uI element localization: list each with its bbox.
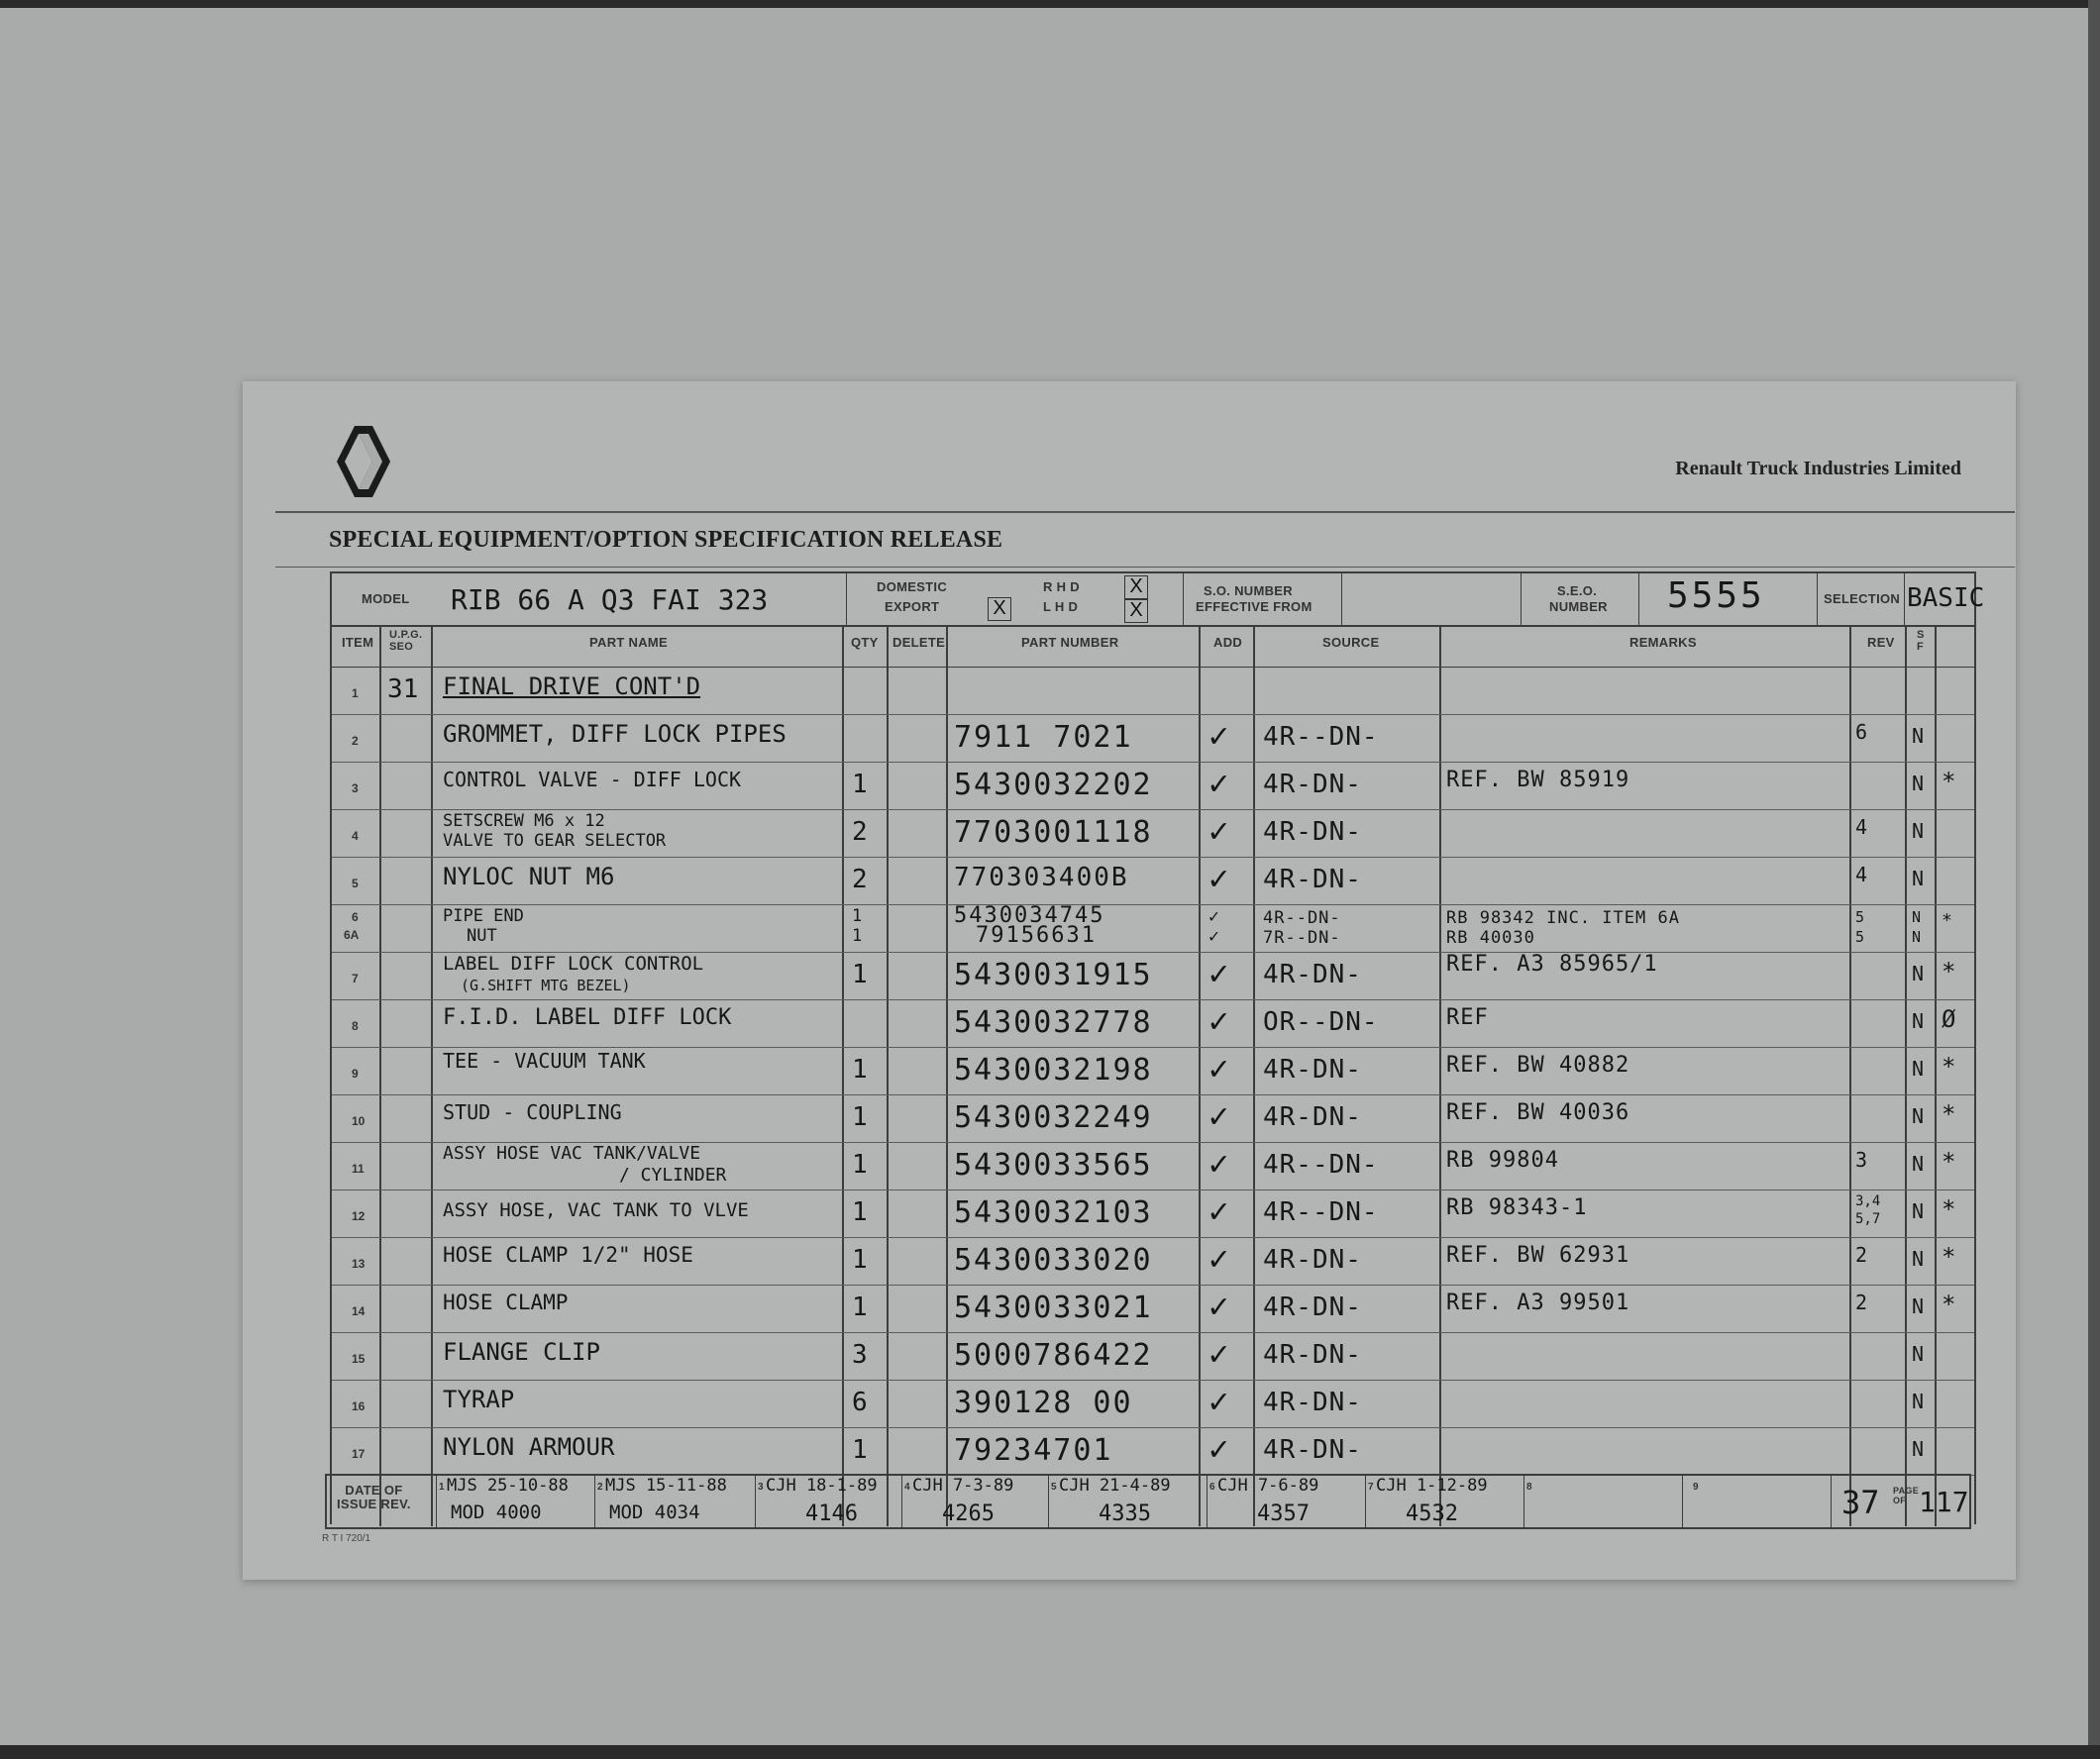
- remarks: RB 98343-1: [1446, 1195, 1588, 1220]
- seo-label-cell: [1521, 573, 1639, 625]
- revision-number: 9: [1693, 1482, 1699, 1493]
- part-name: CONTROL VALVE - DIFF LOCK: [443, 768, 742, 791]
- page-number: 37: [1841, 1484, 1880, 1521]
- upg-seo-value: 31: [387, 674, 419, 704]
- change-mark: *: [1942, 1243, 1956, 1271]
- sf-flag: N: [1912, 1247, 1925, 1271]
- change-mark: *: [1942, 1291, 1956, 1318]
- seo-label: S.E.O.: [1557, 583, 1598, 598]
- source: 4R-DN-: [1263, 1340, 1362, 1370]
- seo-number-value: 5555: [1667, 575, 1765, 616]
- part-name: NYLOC NUT M6: [443, 863, 615, 890]
- sf-flag: N: [1912, 962, 1925, 985]
- revision-number: 2: [597, 1482, 603, 1493]
- part-number: 5430033021: [954, 1291, 1153, 1325]
- add-check: ✓: [1208, 954, 1229, 993]
- sf-flag: N: [1912, 772, 1925, 795]
- item-number: 1: [352, 686, 359, 700]
- col-rev: REV: [1867, 635, 1895, 650]
- part-number: 5430033565: [954, 1148, 1153, 1183]
- part-number: 390128 00: [954, 1386, 1133, 1420]
- source: 4R--DN-: [1263, 1197, 1379, 1227]
- source: 4R-DN-: [1263, 817, 1362, 847]
- sf-flag: N: [1912, 1199, 1925, 1223]
- revision-entry: [436, 1476, 595, 1527]
- source: OR--DN-: [1263, 1007, 1379, 1037]
- item-number: 5: [352, 877, 359, 890]
- add-check-2: ✓: [1208, 926, 1219, 947]
- revision-entry: [901, 1476, 1049, 1527]
- col-source: SOURCE: [1322, 635, 1380, 650]
- remarks: RB 98342 INC. ITEM 6A: [1446, 908, 1680, 928]
- scan-edge: [2088, 0, 2100, 1759]
- source: 4R-DN-: [1263, 1245, 1362, 1275]
- part-name: TEE - VACUUM TANK: [443, 1049, 646, 1073]
- divider: [275, 511, 2015, 513]
- item-number-2: 6A: [344, 928, 360, 942]
- revision-number: 7: [1368, 1482, 1374, 1493]
- model-cell: [332, 573, 847, 625]
- item-number: 14: [352, 1304, 366, 1318]
- selection-value: BASIC: [1907, 583, 1985, 613]
- selection-label: SELECTION: [1824, 591, 1901, 606]
- add-check: ✓: [1208, 1334, 1229, 1374]
- part-name: PIPE END: [443, 906, 524, 926]
- export-checkbox: X: [988, 597, 1011, 621]
- specification-form: [330, 571, 1985, 1524]
- seo-number-label: NUMBER: [1549, 599, 1608, 614]
- add-check: ✓: [1208, 1287, 1229, 1326]
- revision-mod: 4532: [1406, 1501, 1458, 1526]
- table-row: [332, 1427, 1974, 1476]
- col-delete: DELETE: [892, 635, 946, 650]
- remarks-2: RB 40030: [1446, 928, 1535, 948]
- revision-number: 5: [1051, 1482, 1057, 1493]
- part-number: 5430032198: [954, 1053, 1153, 1087]
- revision-number: 1: [439, 1482, 445, 1493]
- column-headers: [332, 625, 1974, 668]
- part-name: F.I.D. LABEL DIFF LOCK: [443, 1005, 732, 1030]
- revision-mod: 4357: [1257, 1501, 1310, 1526]
- part-name: HOSE CLAMP 1/2" HOSE: [443, 1243, 693, 1267]
- qty: 1: [852, 1102, 868, 1132]
- remarks: RB 99804: [1446, 1148, 1559, 1173]
- part-name: HOSE CLAMP: [443, 1291, 569, 1314]
- revision-mod: 4335: [1099, 1501, 1151, 1526]
- source: 4R--DN-: [1263, 1150, 1379, 1180]
- source: 4R--DN-: [1263, 908, 1341, 928]
- part-name-line-2: / CYLINDER: [619, 1165, 727, 1186]
- qty: 1: [852, 1055, 868, 1085]
- qty: 1: [852, 1197, 868, 1227]
- rev-2: 5: [1855, 928, 1865, 946]
- rev: 4: [1855, 815, 1868, 839]
- part-name: NYLON ARMOUR: [443, 1433, 615, 1461]
- part-name: SETSCREW M6 x 12: [443, 811, 605, 831]
- qty: 6: [852, 1388, 868, 1417]
- item-number: 8: [352, 1019, 359, 1033]
- remarks: REF. BW 62931: [1446, 1243, 1630, 1268]
- table-row: [332, 762, 1974, 810]
- revision-entry: [1048, 1476, 1208, 1527]
- revision-entry: [755, 1476, 902, 1527]
- part-number: 79234701: [954, 1433, 1113, 1468]
- revision-initials-date: CJH 7-3-89: [912, 1476, 1014, 1496]
- revision-mod: 4265: [942, 1501, 995, 1526]
- part-name: GROMMET, DIFF LOCK PIPES: [443, 720, 787, 748]
- part-name: TYRAP: [443, 1386, 515, 1413]
- table-row: [332, 999, 1974, 1048]
- revision-entry: [1207, 1476, 1366, 1527]
- sf-flag: N: [1912, 724, 1925, 748]
- selection-label-cell: [1818, 573, 1905, 625]
- source: 4R-DN-: [1263, 770, 1362, 799]
- table-row: [332, 1190, 1974, 1238]
- part-name-line-2: VALVE TO GEAR SELECTOR: [443, 831, 667, 851]
- export-label: EXPORT: [885, 599, 940, 614]
- domestic-label: DOMESTIC: [877, 579, 948, 594]
- qty: 1: [852, 1435, 868, 1465]
- part-number: 7703001118: [954, 815, 1153, 850]
- revision-mod: MOD 4034: [609, 1501, 700, 1523]
- qty: 2: [852, 865, 868, 894]
- page-counter: [1831, 1476, 1970, 1527]
- form-number: R T I 720/1: [322, 1533, 371, 1544]
- sf-flag: N: [1912, 1437, 1925, 1461]
- part-number: 5430032202: [954, 768, 1153, 802]
- item-number: 7: [352, 972, 359, 985]
- market-cell: [847, 573, 1184, 625]
- col-remarks: REMARKS: [1629, 635, 1697, 650]
- item-number: 13: [352, 1257, 366, 1271]
- item-number: 9: [352, 1067, 359, 1081]
- qty: 1: [852, 1245, 868, 1275]
- rev: 6: [1855, 720, 1868, 744]
- add-check: ✓: [1208, 1429, 1229, 1469]
- part-number: 5000786422: [954, 1338, 1153, 1373]
- item-number: 17: [352, 1447, 366, 1461]
- add-check: ✓: [1208, 1096, 1229, 1136]
- remarks: REF. BW 40036: [1446, 1100, 1630, 1125]
- revision-mod: MOD 4000: [451, 1501, 542, 1523]
- table-row: [332, 1332, 1974, 1381]
- source: 4R-DN-: [1263, 960, 1362, 989]
- add-check: ✓: [1208, 1049, 1229, 1088]
- revision-entry: [1682, 1476, 1832, 1527]
- add-check: ✓: [1208, 1001, 1229, 1041]
- change-mark: *: [1942, 1053, 1956, 1081]
- sf-flag: N: [1912, 1057, 1925, 1081]
- qty: 1: [852, 906, 863, 926]
- date-of-label: DATE OF: [345, 1483, 403, 1498]
- table-row: [332, 1237, 1974, 1286]
- part-number: 5430034745: [954, 903, 1105, 928]
- item-number: 6: [352, 910, 359, 924]
- remarks: REF. A3 99501: [1446, 1291, 1630, 1315]
- scan-edge: [0, 1745, 2100, 1759]
- add-check: ✓: [1208, 764, 1229, 803]
- renault-logo-icon: [333, 424, 392, 499]
- table-row: [332, 857, 1974, 905]
- table-row: [332, 714, 1974, 763]
- company-name: Renault Truck Industries Limited: [1675, 458, 1961, 479]
- part-number: 5430031915: [954, 958, 1153, 992]
- change-mark: *: [1942, 1148, 1956, 1176]
- rev: 3,4: [1855, 1193, 1881, 1209]
- rev: 5: [1855, 908, 1865, 926]
- revision-initials-date: MJS 25-10-88: [447, 1476, 569, 1496]
- remarks: REF. BW 85919: [1446, 768, 1630, 792]
- part-name-line-2: NUT: [467, 926, 497, 946]
- sf-flag-2: N: [1912, 928, 1922, 946]
- qty: 1: [852, 770, 868, 799]
- revision-initials-date: MJS 15-11-88: [605, 1476, 727, 1496]
- table-row: [332, 1142, 1974, 1190]
- add-check: ✓: [1208, 1191, 1229, 1231]
- part-number: 5430032103: [954, 1195, 1153, 1230]
- change-mark: *: [1942, 958, 1956, 985]
- add-check: ✓: [1208, 859, 1229, 898]
- sf-flag: N: [1912, 1390, 1925, 1413]
- revision-mod: 4146: [805, 1501, 858, 1526]
- sf-flag: N: [1912, 867, 1925, 890]
- rev: 3: [1855, 1148, 1868, 1172]
- so-number-label: S.O. NUMBER: [1204, 583, 1293, 598]
- revision-initials-date: CJH 7-6-89: [1217, 1476, 1319, 1496]
- page-total: 117: [1919, 1486, 1969, 1518]
- sf-flag: N: [1912, 1009, 1925, 1033]
- divider: [275, 567, 2015, 568]
- seo-number-cell: [1639, 573, 1818, 625]
- part-number-2: 79156631: [976, 923, 1097, 948]
- part-name: FLANGE CLIP: [443, 1338, 600, 1366]
- source: 4R-DN-: [1263, 1388, 1362, 1417]
- source: 4R-DN-: [1263, 1435, 1362, 1465]
- sf-flag: N: [1912, 819, 1925, 843]
- item-number: 15: [352, 1352, 366, 1366]
- source: 4R--DN-: [1263, 722, 1379, 752]
- col-upg-seo: U.P.G. SEO: [389, 629, 423, 653]
- source: 4R-DN-: [1263, 1055, 1362, 1085]
- item-number: 4: [352, 829, 359, 843]
- part-number: 5430033020: [954, 1243, 1153, 1278]
- qty: 1: [852, 1150, 868, 1180]
- revision-initials-date: CJH 1-12-89: [1376, 1476, 1488, 1496]
- revision-number: 6: [1209, 1482, 1215, 1493]
- rev: 4: [1855, 863, 1868, 886]
- item-number: 3: [352, 781, 359, 795]
- part-number: 5430032778: [954, 1005, 1153, 1040]
- item-number: 2: [352, 734, 359, 748]
- change-mark: *: [1942, 1195, 1956, 1223]
- form-header-row: [332, 573, 1985, 627]
- table-row: [332, 1380, 1974, 1428]
- rev: 2: [1855, 1291, 1868, 1314]
- source: 4R-DN-: [1263, 865, 1362, 894]
- add-check: ✓: [1208, 1239, 1229, 1279]
- so-number-cell: [1184, 573, 1342, 625]
- table-row: [332, 1094, 1974, 1143]
- part-number: 770303400B: [954, 863, 1129, 892]
- model-value: RIB 66 A Q3 FAI 323: [451, 583, 769, 616]
- remarks: REF. A3 85965/1: [1446, 952, 1658, 977]
- change-mark: Ø: [1942, 1005, 1956, 1033]
- part-name: ASSY HOSE, VAC TANK TO VLVE: [443, 1199, 749, 1221]
- effective-from-label: EFFECTIVE FROM: [1196, 599, 1312, 614]
- add-check: ✓: [1208, 1144, 1229, 1184]
- rhd-label: R H D: [1043, 579, 1080, 594]
- sf-flag: N: [1912, 908, 1922, 926]
- revision-number: 4: [904, 1482, 910, 1493]
- table-row: [332, 952, 1974, 1000]
- blank-cell: [1342, 573, 1521, 625]
- document-title: SPECIAL EQUIPMENT/OPTION SPECIFICATION RELEASE: [329, 527, 1003, 553]
- col-part-name: PART NAME: [589, 635, 669, 650]
- table-row: [332, 1047, 1974, 1095]
- remarks: REF. BW 40882: [1446, 1053, 1630, 1078]
- table-row: [332, 667, 1974, 715]
- part-name-line-2: (G.SHIFT MTG BEZEL): [461, 977, 631, 994]
- model-label: MODEL: [362, 591, 410, 606]
- sf-flag: N: [1912, 1294, 1925, 1318]
- part-name: FINAL DRIVE CONT'D: [443, 673, 701, 700]
- revision-initials-date: CJH 21-4-89: [1059, 1476, 1171, 1496]
- col-item: ITEM: [342, 635, 374, 650]
- item-number: 11: [352, 1162, 365, 1176]
- sf-flag: N: [1912, 1104, 1925, 1128]
- change-mark: *: [1942, 910, 1952, 931]
- add-check: ✓: [1208, 811, 1229, 851]
- add-check: ✓: [1208, 1382, 1229, 1421]
- table-row: [332, 904, 1974, 953]
- item-number: 16: [352, 1399, 366, 1413]
- qty: 2: [852, 817, 868, 847]
- table-row: [332, 1285, 1974, 1333]
- qty: 1: [852, 960, 868, 989]
- revision-initials-date: CJH 18-1-89: [766, 1476, 878, 1496]
- rhd-checkbox: X: [1124, 575, 1148, 599]
- revision-entry: [1365, 1476, 1524, 1527]
- issue-rev-label: ISSUE REV.: [337, 1497, 411, 1511]
- col-add: ADD: [1213, 635, 1243, 650]
- page-of-label: PAGE OF: [1893, 1486, 1920, 1505]
- change-mark: *: [1942, 768, 1956, 795]
- rev: 2: [1855, 1243, 1868, 1267]
- qty: 1: [852, 1293, 868, 1322]
- scan-edge: [0, 0, 2100, 8]
- item-number: 12: [352, 1209, 366, 1223]
- add-check: ✓: [1208, 716, 1229, 756]
- part-name: STUD - COUPLING: [443, 1100, 622, 1124]
- selection-value-cell: [1905, 573, 1985, 625]
- issue-revision-strip: [325, 1474, 1971, 1529]
- part-name: ASSY HOSE VAC TANK/VALVE: [443, 1143, 701, 1164]
- rev-2: 5,7: [1855, 1211, 1881, 1227]
- col-part-number: PART NUMBER: [1021, 635, 1119, 650]
- revision-entry: [594, 1476, 756, 1527]
- source-2: 7R--DN-: [1263, 928, 1341, 948]
- item-number: 10: [352, 1114, 366, 1128]
- change-mark: *: [1942, 1100, 1956, 1128]
- part-number: 7911 7021: [954, 720, 1133, 755]
- lhd-checkbox: X: [1124, 599, 1148, 623]
- revision-entry: [1523, 1476, 1683, 1527]
- remarks: REF: [1446, 1005, 1489, 1030]
- source: 4R-DN-: [1263, 1293, 1362, 1322]
- revision-number: 8: [1526, 1482, 1532, 1493]
- part-number: 5430032249: [954, 1100, 1153, 1135]
- lhd-label: L H D: [1043, 599, 1079, 614]
- part-name: LABEL DIFF LOCK CONTROL: [443, 953, 704, 975]
- date-of-issue-label: [337, 1484, 411, 1511]
- sf-flag: N: [1912, 1342, 1925, 1366]
- source: 4R-DN-: [1263, 1102, 1362, 1132]
- table-row: [332, 809, 1974, 858]
- col-qty: QTY: [851, 635, 879, 650]
- revision-number: 3: [758, 1482, 764, 1493]
- qty-2: 1: [852, 926, 863, 946]
- qty: 3: [852, 1340, 868, 1370]
- sf-flag: N: [1912, 1152, 1925, 1176]
- add-check: ✓: [1208, 906, 1219, 927]
- col-sf: S F: [1917, 629, 1925, 653]
